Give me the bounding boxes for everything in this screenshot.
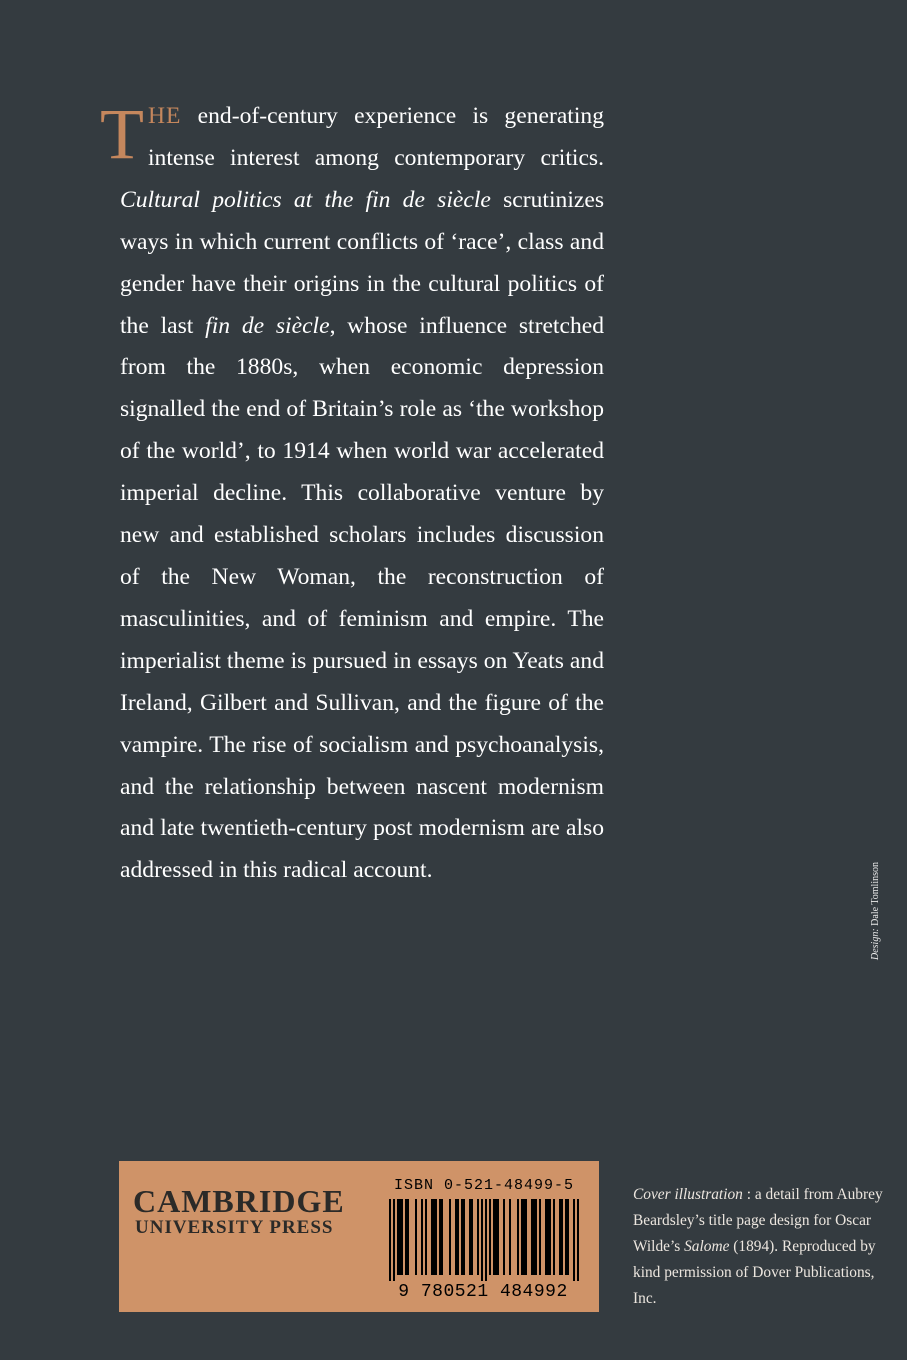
barcode-bar (469, 1199, 471, 1275)
barcode-bar (449, 1199, 451, 1275)
blurb-text-3: , whose influence stretched from the 1880s, when economic depression signalled the end of Britain’s role as ‘the workshop of the world’, to 1914 when world war accelerated imperial decline. This collaborative venture by new and established scholars includes discussion of the New Woman, the reconstruction of masculinities, and of feminism and empire. The imperialist theme is pursued in essays on Yeats and Ireland, Gilbert and Sullivan, and the figure of the vampire. The rise of socialism and psychoanalysis, and the relationship between nascent modernism and late twentieth-century post modernism are also addressed in this radical account. (120, 312, 605, 884)
barcode-bar (441, 1199, 443, 1275)
barcode-bar (393, 1199, 395, 1281)
barcode-bar (389, 1199, 391, 1281)
barcode-bar (415, 1199, 417, 1275)
ean-number: 9 780521 484992 (398, 1282, 568, 1302)
barcode-bar (463, 1199, 465, 1275)
barcode-bar (531, 1199, 533, 1275)
barcode-bar (521, 1199, 523, 1275)
caption-work-title: Salome (684, 1238, 730, 1255)
barcode-bar (525, 1199, 527, 1275)
barcode-bar (535, 1199, 537, 1275)
barcode-bar (523, 1199, 525, 1275)
barcode-bars (377, 1199, 589, 1281)
back-cover-blurb (100, 94, 605, 892)
design-credit-label: Design: (870, 928, 881, 960)
drop-cap: T (100, 94, 144, 174)
barcode-bar (455, 1199, 457, 1275)
barcode-bar (565, 1199, 567, 1275)
barcode-bar (493, 1199, 495, 1275)
isbn-label: ISBN 0-521-48499-5 (394, 1177, 575, 1194)
barcode-bar (533, 1199, 535, 1275)
barcode-bar (405, 1199, 407, 1275)
barcode-bar (497, 1199, 499, 1275)
barcode-bar (399, 1199, 401, 1275)
barcode-bar (477, 1199, 479, 1275)
barcode-bar (577, 1199, 579, 1281)
barcode-bar (433, 1199, 435, 1275)
cover-caption (633, 1182, 893, 1312)
fin-de-siecle-italic: fin de siècle (205, 312, 330, 339)
barcode-bar (425, 1199, 427, 1275)
barcode-bar (439, 1199, 441, 1275)
barcode-bar (435, 1199, 437, 1275)
barcode-bar (561, 1199, 563, 1275)
barcode-bar (539, 1199, 541, 1275)
barcode-bar (431, 1199, 433, 1275)
barcode-bar (407, 1199, 409, 1275)
blurb-text-1: end-of-century experience is generating intense interest among contemporary critics. (147, 103, 604, 171)
drop-cap-continuation: HE (147, 103, 182, 129)
barcode-bar (573, 1199, 575, 1281)
design-credit-name: Dale Tomlinson (870, 861, 881, 929)
barcode-bar (547, 1199, 549, 1275)
barcode-bar (461, 1199, 463, 1275)
design-credit (870, 862, 881, 960)
caption-text-2: (1894). Reproduced by kind permission of Dover Publications, Inc. (633, 1238, 876, 1307)
barcode-bar (401, 1199, 403, 1275)
barcode-bar (489, 1199, 491, 1275)
blurb-text-2: scrutinizes ways in which current conflicts of ‘race’, class and gender have their origins in the cultural politics of the last (120, 186, 604, 339)
publisher-subtitle: UNIVERSITY PRESS (135, 1217, 334, 1238)
barcode-bar (421, 1199, 423, 1275)
barcode-bar (559, 1199, 561, 1275)
publisher-barcode-panel (119, 1161, 599, 1312)
barcode-bar (481, 1199, 483, 1281)
caption-label: Cover illustration (633, 1186, 743, 1203)
barcode-bar (549, 1199, 551, 1275)
book-title: Cultural politics at the fin de siècle (120, 186, 491, 213)
barcode-bar (517, 1199, 519, 1275)
barcode-bar (485, 1199, 487, 1281)
barcode-bar (553, 1199, 555, 1275)
barcode-bar (567, 1199, 569, 1275)
caption-text-1: : a detail from Aubrey Beardsley’s title page design for Oscar Wilde’s (633, 1186, 883, 1255)
barcode-bar (509, 1199, 511, 1275)
barcode-bar (457, 1199, 459, 1275)
barcode-bar (503, 1199, 505, 1275)
publisher-name: CAMBRIDGE (133, 1183, 345, 1219)
barcode-bar (545, 1199, 547, 1275)
barcode-bar (471, 1199, 473, 1275)
barcode-bar (495, 1199, 497, 1275)
barcode-bar (397, 1199, 399, 1275)
